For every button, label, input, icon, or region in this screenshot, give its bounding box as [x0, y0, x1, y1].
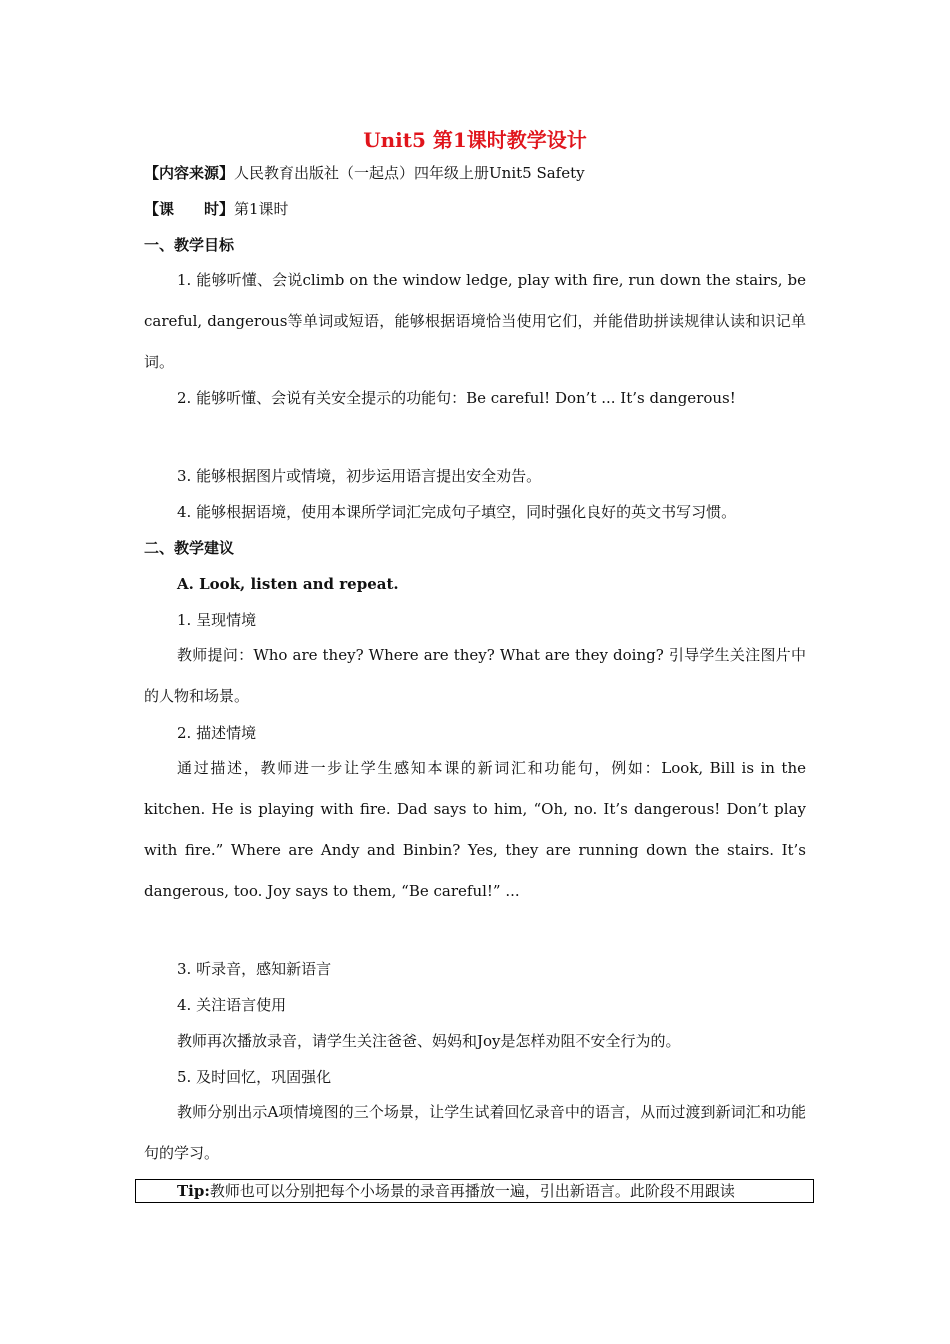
- sub-heading-a: A. Look, listen and repeat.: [177, 575, 399, 593]
- objective-item-2: 2. 能够听懂、会说有关安全提示的功能句：Be careful! Don’t ... It’s dangerous!: [177, 389, 736, 407]
- tip-box: [135, 1179, 814, 1203]
- period-text: 第1课时: [234, 200, 289, 218]
- period-label: 【课 时】: [144, 200, 235, 218]
- step-2-title: 2. 描述情境: [177, 724, 257, 742]
- objective-item-3: 3. 能够根据图片或情境，初步运用语言提出安全劝告。: [177, 467, 542, 485]
- step-5-title: 5. 及时回忆，巩固强化: [177, 1068, 332, 1086]
- page-title: Unit5 第1课时教学设计: [363, 128, 587, 152]
- step-2-text: 通过描述，教师进一步让学生感知本课的新词汇和功能句，例如：Look, Bill is in the kitchen. He is playing with fire. Dad says to him, “Oh, no. It’s dangerous! Don’t play with fire.” Where are Andy and Binbin? Yes, they are running down the stairs. It’s dangerous, too. Joy says to them, “Be careful!” ...: [144, 759, 806, 900]
- section-heading-suggestions: 二、教学建议: [144, 539, 235, 557]
- objective-item-4: 4. 能够根据语境，使用本课所学词汇完成句子填空，同时强化良好的英文书写习惯。: [177, 503, 737, 521]
- period-line: [144, 199, 289, 219]
- section-heading-objectives: 一、教学目标: [144, 236, 235, 254]
- step-3-title: 3. 听录音，感知新语言: [177, 960, 332, 978]
- tip-label: Tip:: [177, 1182, 210, 1200]
- step-1-text: 教师提问：Who are they? Where are they? What are they doing? 引导学生关注图片中的人物和场景。: [144, 646, 806, 705]
- step-5-text: 教师分别出示A项情境图的三个场景，让学生试着回忆录音中的语言，从而过渡到新词汇和功能句的学习。: [144, 1103, 806, 1162]
- source-text: 人民教育出版社（一起点）四年级上册Unit5 Safety: [234, 164, 585, 182]
- source-line: [144, 163, 585, 183]
- step-4-text: 教师再次播放录音，请学生关注爸爸、妈妈和Joy是怎样劝阻不安全行为的。: [177, 1032, 681, 1050]
- step-4-title: 4. 关注语言使用: [177, 996, 287, 1014]
- source-label: 【内容来源】: [144, 164, 235, 182]
- tip-text: 教师也可以分别把每个小场景的录音再播放一遍，引出新语言。此阶段不用跟读: [209, 1182, 735, 1200]
- objective-item-1: 1. 能够听懂、会说climb on the window ledge, play with fire, run down the stairs, be careful, dangerous等单词或短语，能够根据语境恰当使用它们，并能借助拼读规律认读和识记单词。: [144, 271, 806, 371]
- step-1-title: 1. 呈现情境: [177, 611, 257, 629]
